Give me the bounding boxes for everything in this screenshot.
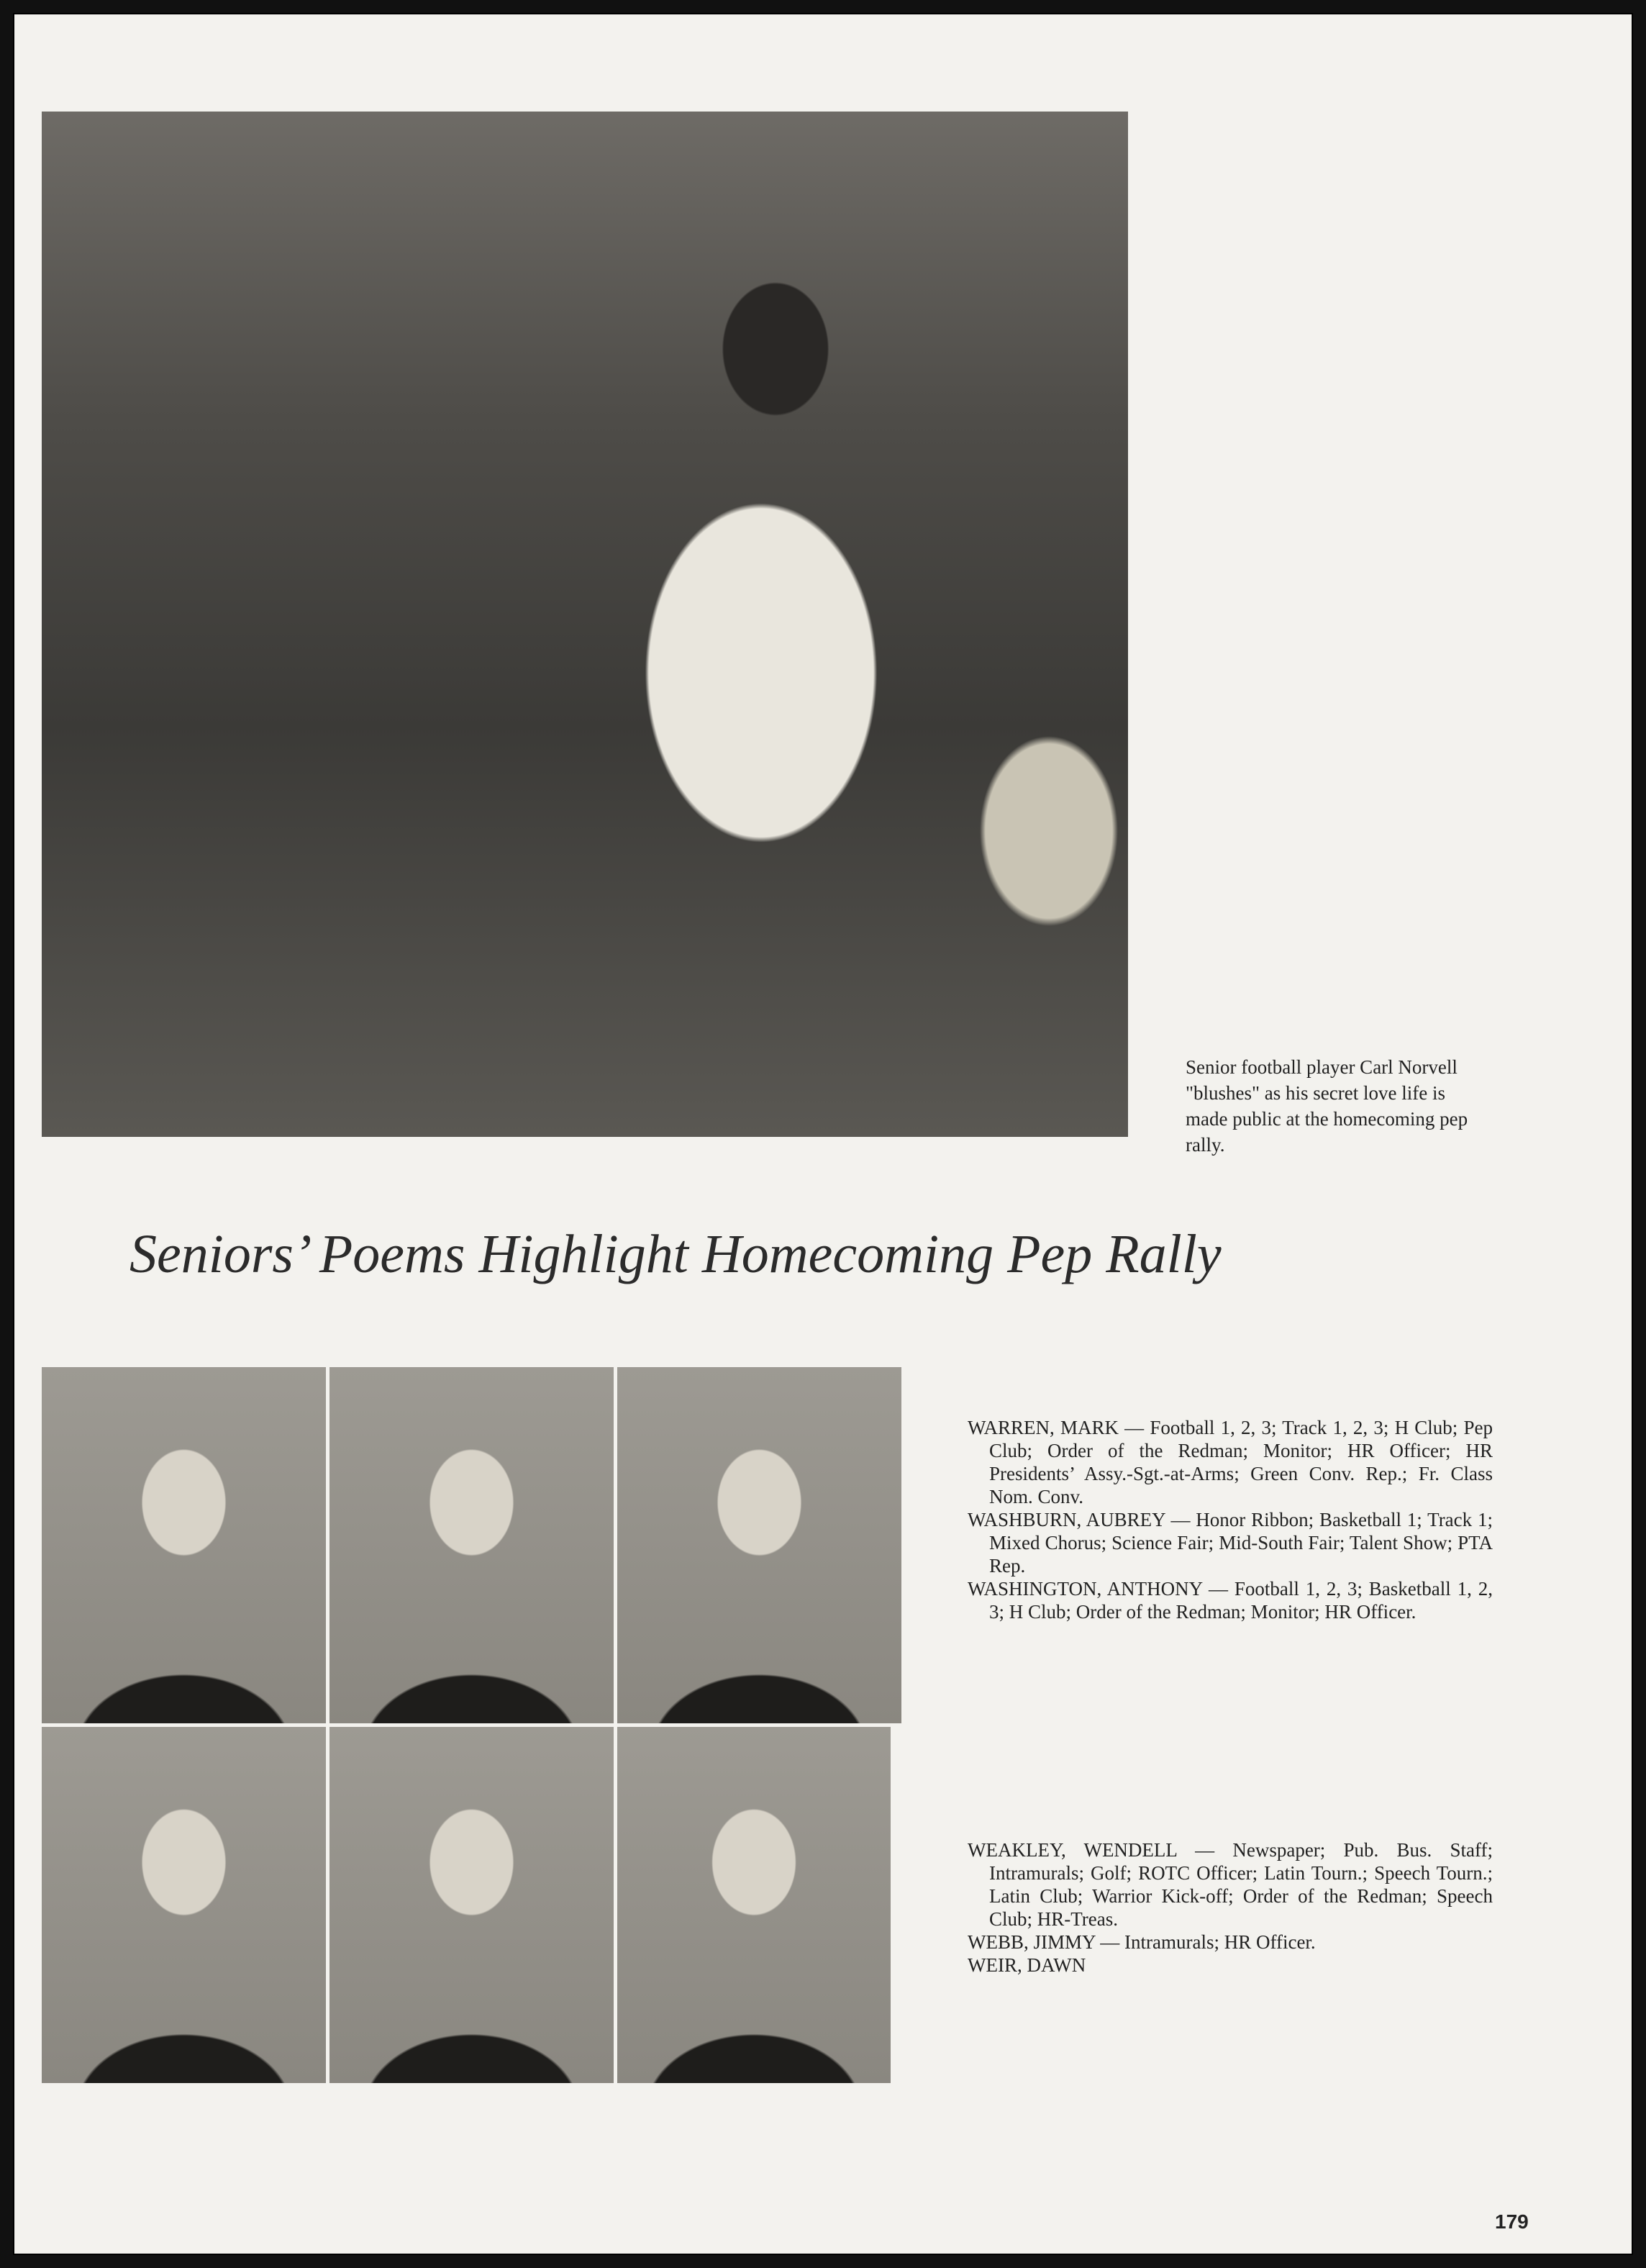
main-photo bbox=[42, 112, 1128, 1137]
bio-entry: WEBB, JIMMY — Intramurals; HR Officer. bbox=[968, 1931, 1316, 1953]
senior-bios-bottom bbox=[968, 1838, 1493, 1977]
page-headline: Seniors’ Poems Highlight Homecoming Pep Rally bbox=[129, 1224, 1222, 1284]
bio-entry: WARREN, MARK — Football 1, 2, 3; Track 1, 2, 3; H Club; Pep Club; Order of the Redman; Monitor; HR Officer; HR Presidents’ Assy.-Sgt.-at-Arms; Green Conv. Rep.; Fr. Class Nom. Conv. bbox=[968, 1417, 1493, 1507]
portrait-photo bbox=[42, 1727, 326, 2083]
bio-entry: WASHINGTON, ANTHONY — Football 1, 2, 3; Basketball 1, 2, 3; H Club; Order of the Redman; Monitor; HR Officer. bbox=[968, 1578, 1493, 1623]
yearbook-page bbox=[13, 13, 1633, 2255]
portrait-photo bbox=[617, 1727, 891, 2083]
bio-entry: WEAKLEY, WENDELL — Newspaper; Pub. Bus. Staff; Intramurals; Golf; ROTC Officer; Latin Tourn.; Speech Tourn.; Latin Club; Warrior Kick-off; Order of the Redman; Speech Club; HR-Treas. bbox=[968, 1839, 1493, 1930]
photo-caption: Senior football player Carl Norvell "blushes" as his secret love life is made public at the homecoming pep rally. bbox=[1186, 1056, 1468, 1156]
senior-bios-top bbox=[968, 1416, 1493, 1623]
bio-entry: WEIR, DAWN bbox=[968, 1954, 1086, 1976]
page-number: 179 bbox=[1495, 2210, 1529, 2233]
portrait-photo bbox=[329, 1367, 614, 1723]
bio-entry: WASHBURN, AUBREY — Honor Ribbon; Basketball 1; Track 1; Mixed Chorus; Science Fair; Mid-South Fair; Talent Show; PTA Rep. bbox=[968, 1509, 1493, 1577]
portrait-photo bbox=[42, 1367, 326, 1723]
portrait-photo bbox=[329, 1727, 614, 2083]
portrait-photo bbox=[617, 1367, 901, 1723]
